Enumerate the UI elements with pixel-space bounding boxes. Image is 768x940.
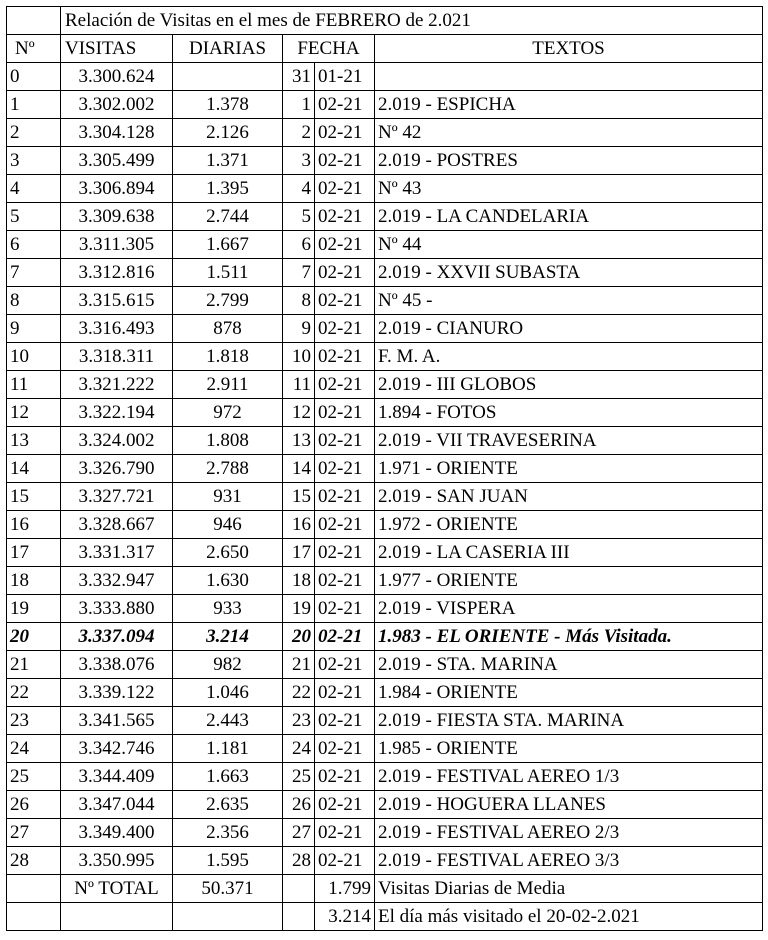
summary-total-row [7,875,763,903]
cell-month: 01-21 [315,63,375,91]
cell-texto: Nº 42 [375,119,763,147]
title-row [7,7,763,35]
cell-day: 25 [283,763,315,791]
cell-diarias [173,63,283,91]
cell-texto: 2.019 - FIESTA STA. MARINA [375,707,763,735]
cell-diarias: 1.181 [173,735,283,763]
cell-day: 17 [283,539,315,567]
cell-visitas: 3.304.128 [61,119,173,147]
cell-diarias: 2.126 [173,119,283,147]
cell-diarias: 2.911 [173,371,283,399]
header-visitas: VISITAS [61,35,173,63]
table-row [7,315,763,343]
cell-day: 24 [283,735,315,763]
cell-visitas: 3.321.222 [61,371,173,399]
header-n: Nº [7,35,61,63]
cell-texto: 2.019 - LA CANDELARIA [375,203,763,231]
cell-diarias: 1.818 [173,343,283,371]
cell-month: 02-21 [315,567,375,595]
cell-texto: 1.983 - EL ORIENTE - Más Visitada. [375,623,763,651]
data-rows [7,63,763,875]
cell-diarias: 1.663 [173,763,283,791]
cell-diarias: 2.744 [173,203,283,231]
cell-day: 12 [283,399,315,427]
cell-texto: 2.019 - FESTIVAL AEREO 3/3 [375,847,763,875]
cell-diarias: 1.395 [173,175,283,203]
cell-n: 18 [7,567,61,595]
cell-n: 11 [7,371,61,399]
cell-diarias: 1.808 [173,427,283,455]
cell-month: 02-21 [315,595,375,623]
cell-day: 16 [283,511,315,539]
cell-n: 2 [7,119,61,147]
cell-day: 10 [283,343,315,371]
cell-day: 28 [283,847,315,875]
table-row [7,427,763,455]
table-row [7,595,763,623]
cell-visitas: 3.341.565 [61,707,173,735]
total-label: Nº TOTAL [61,875,173,903]
cell-texto: 1.977 - ORIENTE [375,567,763,595]
cell-diarias: 1.378 [173,91,283,119]
cell-texto: 1.972 - ORIENTE [375,511,763,539]
cell-texto: 2.019 - VISPERA [375,595,763,623]
cell-month: 02-21 [315,147,375,175]
cell-day: 27 [283,819,315,847]
header-diarias: DIARIAS [173,35,283,63]
cell-n: 19 [7,595,61,623]
cell-day: 9 [283,315,315,343]
cell-day: 20 [283,623,315,651]
cell-visitas: 3.306.894 [61,175,173,203]
cell-visitas: 3.309.638 [61,203,173,231]
cell-texto: F. M. A. [375,343,763,371]
cell-texto: Nº 45 - [375,287,763,315]
cell-visitas: 3.331.317 [61,539,173,567]
cell-day: 14 [283,455,315,483]
cell-n: 24 [7,735,61,763]
cell-month: 02-21 [315,119,375,147]
cell-texto: 2.019 - HOGUERA LLANES [375,791,763,819]
cell-n: 21 [7,651,61,679]
cell-diarias: 982 [173,651,283,679]
cell-n: 27 [7,819,61,847]
cell-n: 10 [7,343,61,371]
cell-visitas: 3.312.816 [61,259,173,287]
table-row [7,231,763,259]
cell-n: 4 [7,175,61,203]
cell-day: 13 [283,427,315,455]
cell-diarias: 946 [173,511,283,539]
cell-diarias: 1.630 [173,567,283,595]
summary-rows [7,875,763,931]
cell-diarias: 931 [173,483,283,511]
cell-month: 02-21 [315,819,375,847]
cell-visitas: 3.350.995 [61,847,173,875]
total-value: 50.371 [173,875,283,903]
table-row [7,119,763,147]
cell-month: 02-21 [315,735,375,763]
cell-texto: 2.019 - FESTIVAL AEREO 2/3 [375,819,763,847]
table-row [7,819,763,847]
cell-visitas: 3.327.721 [61,483,173,511]
cell-texto: 2.019 - SAN JUAN [375,483,763,511]
cell-n: 25 [7,763,61,791]
cell-texto: 1.894 - FOTOS [375,399,763,427]
cell-visitas: 3.302.002 [61,91,173,119]
cell-visitas: 3.349.400 [61,819,173,847]
cell-texto: Nº 43 [375,175,763,203]
table-row [7,679,763,707]
table-row [7,371,763,399]
cell-month: 02-21 [315,315,375,343]
cell-day: 18 [283,567,315,595]
cell-day: 21 [283,651,315,679]
cell-visitas: 3.342.746 [61,735,173,763]
cell-n: 6 [7,231,61,259]
cell-month: 02-21 [315,343,375,371]
cell-visitas: 3.347.044 [61,791,173,819]
cell-diarias: 1.667 [173,231,283,259]
cell-month: 02-21 [315,763,375,791]
cell-month: 02-21 [315,287,375,315]
cell-n: 20 [7,623,61,651]
cell-diarias: 2.443 [173,707,283,735]
summary-max-row [7,903,763,931]
cell-month: 02-21 [315,791,375,819]
cell-n: 16 [7,511,61,539]
cell-n: 17 [7,539,61,567]
cell-visitas: 3.315.615 [61,287,173,315]
cell-day: 4 [283,175,315,203]
cell-diarias: 1.046 [173,679,283,707]
cell-texto: 2.019 - FESTIVAL AEREO 1/3 [375,763,763,791]
cell-day: 1 [283,91,315,119]
cell-texto: 1.984 - ORIENTE [375,679,763,707]
cell-month: 02-21 [315,483,375,511]
max-value: 3.214 [315,903,375,931]
table-row [7,259,763,287]
cell-visitas: 3.344.409 [61,763,173,791]
table-row [7,539,763,567]
cell-diarias: 1.511 [173,259,283,287]
cell-texto: 2.019 - ESPICHA [375,91,763,119]
cell-texto [375,63,763,91]
cell-month: 02-21 [315,427,375,455]
max-text: El día más visitado el 20-02-2.021 [375,903,763,931]
cell-visitas: 3.333.880 [61,595,173,623]
table-row [7,399,763,427]
table-row [7,791,763,819]
average-text: Visitas Diarias de Media [375,875,763,903]
cell-day: 3 [283,147,315,175]
cell-day: 6 [283,231,315,259]
table-row [7,763,763,791]
cell-visitas: 3.328.667 [61,511,173,539]
table-row [7,175,763,203]
table-row [7,63,763,91]
cell-month: 02-21 [315,623,375,651]
average-value: 1.799 [315,875,375,903]
cell-n: 8 [7,287,61,315]
cell-diarias: 878 [173,315,283,343]
cell-visitas: 3.311.305 [61,231,173,259]
cell-n: 26 [7,791,61,819]
cell-day: 8 [283,287,315,315]
cell-month: 02-21 [315,511,375,539]
cell-visitas: 3.339.122 [61,679,173,707]
cell-n: 13 [7,427,61,455]
cell-texto: 2.019 - LA CASERIA III [375,539,763,567]
cell-texto: 2.019 - VII TRAVESERINA [375,427,763,455]
cell-diarias: 2.788 [173,455,283,483]
cell-texto: 1.971 - ORIENTE [375,455,763,483]
cell-diarias: 1.371 [173,147,283,175]
cell-n: 0 [7,63,61,91]
table-title: Relación de Visitas en el mes de FEBRERO de 2.021 [61,7,763,35]
cell-month: 02-21 [315,175,375,203]
cell-texto: 2.019 - CIANURO [375,315,763,343]
visits-table [6,6,763,931]
cell-day: 7 [283,259,315,287]
header-textos: TEXTOS [375,35,763,63]
table-row [7,91,763,119]
cell-visitas: 3.318.311 [61,343,173,371]
cell-n: 3 [7,147,61,175]
cell-day: 15 [283,483,315,511]
header-fecha: FECHA [283,35,375,63]
cell-month: 02-21 [315,91,375,119]
cell-visitas: 3.338.076 [61,651,173,679]
table-row [7,847,763,875]
cell-day: 26 [283,791,315,819]
cell-visitas: 3.316.493 [61,315,173,343]
cell-visitas: 3.332.947 [61,567,173,595]
table-row [7,203,763,231]
cell-month: 02-21 [315,707,375,735]
table-row [7,707,763,735]
cell-day: 2 [283,119,315,147]
table-row [7,147,763,175]
cell-month: 02-21 [315,651,375,679]
cell-texto: 2.019 - III GLOBOS [375,371,763,399]
cell-diarias: 3.214 [173,623,283,651]
cell-month: 02-21 [315,203,375,231]
table-row [7,483,763,511]
cell-visitas: 3.326.790 [61,455,173,483]
cell-n: 5 [7,203,61,231]
cell-day: 23 [283,707,315,735]
cell-month: 02-21 [315,679,375,707]
cell-diarias: 2.650 [173,539,283,567]
table-row [7,735,763,763]
cell-visitas: 3.305.499 [61,147,173,175]
cell-n: 12 [7,399,61,427]
cell-visitas: 3.337.094 [61,623,173,651]
cell-day: 19 [283,595,315,623]
cell-diarias: 1.595 [173,847,283,875]
cell-day: 22 [283,679,315,707]
cell-n: 28 [7,847,61,875]
cell-diarias: 933 [173,595,283,623]
cell-diarias: 2.799 [173,287,283,315]
table-row [7,567,763,595]
cell-texto: 2.019 - POSTRES [375,147,763,175]
table-row [7,651,763,679]
cell-visitas: 3.324.002 [61,427,173,455]
table-row [7,287,763,315]
cell-n: 9 [7,315,61,343]
cell-day: 11 [283,371,315,399]
cell-month: 02-21 [315,539,375,567]
cell-month: 02-21 [315,231,375,259]
header-row [7,35,763,63]
cell-texto: 2.019 - XXVII SUBASTA [375,259,763,287]
cell-month: 02-21 [315,399,375,427]
cell-texto: 2.019 - STA. MARINA [375,651,763,679]
table-row [7,511,763,539]
cell-month: 02-21 [315,847,375,875]
cell-n: 7 [7,259,61,287]
cell-n: 22 [7,679,61,707]
cell-month: 02-21 [315,371,375,399]
cell-diarias: 2.635 [173,791,283,819]
cell-texto: Nº 44 [375,231,763,259]
cell-diarias: 972 [173,399,283,427]
cell-n: 1 [7,91,61,119]
cell-day: 5 [283,203,315,231]
cell-day: 31 [283,63,315,91]
table-row [7,623,763,651]
cell-visitas: 3.322.194 [61,399,173,427]
cell-texto: 1.985 - ORIENTE [375,735,763,763]
cell-visitas: 3.300.624 [61,63,173,91]
cell-diarias: 2.356 [173,819,283,847]
cell-month: 02-21 [315,455,375,483]
cell-n: 15 [7,483,61,511]
table-row [7,343,763,371]
cell-n: 23 [7,707,61,735]
cell-month: 02-21 [315,259,375,287]
cell-n: 14 [7,455,61,483]
table-row [7,455,763,483]
